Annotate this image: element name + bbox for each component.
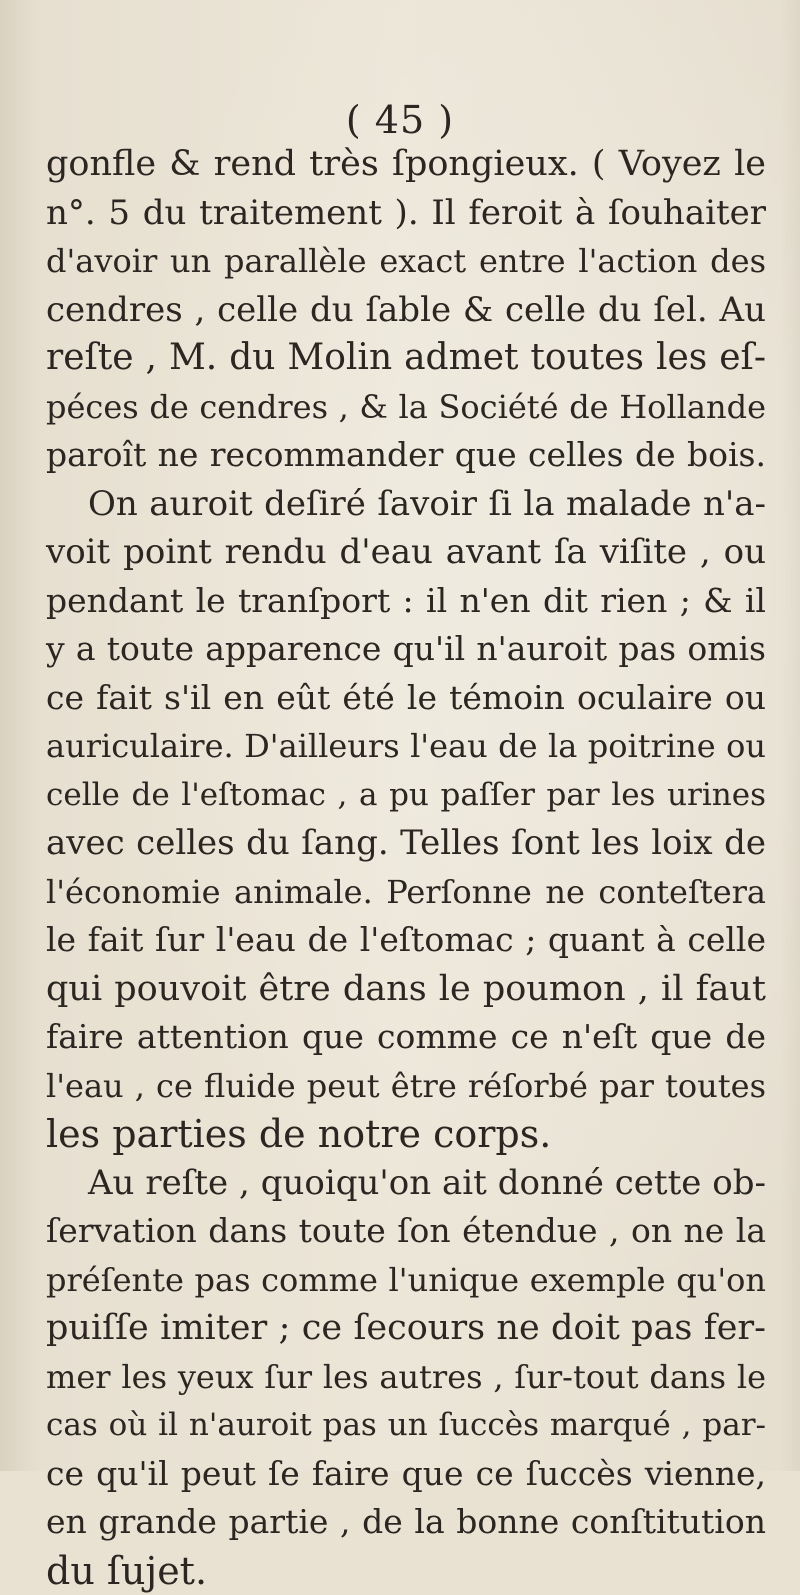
text-line: ce fait s'il en eût été le témoin oculaire ou: [46, 674, 766, 723]
text-line: y a toute apparence qu'il n'auroit pas omis: [46, 625, 766, 674]
text-line: puiſſe imiter ; ce ſecours ne doit pas fer-: [46, 1304, 766, 1353]
text-line: gonfle & rend très ſpongieux. ( Voyez le: [46, 140, 766, 189]
text-line: pendant le tranſport : il n'en dit rien ; & il: [46, 577, 766, 626]
text-line: cendres , celle du ſable & celle du ſel. Au: [46, 286, 766, 335]
body-text: [46, 140, 766, 1595]
text-line: qui pouvoit être dans le poumon , il faut: [46, 965, 766, 1014]
text-line: le fait ſur l'eau de l'eſtomac ; quant à celle: [46, 916, 766, 965]
text-line: n°. 5 du traitement ). Il feroit à ſouhaiter: [46, 189, 766, 238]
paragraph-end-line: les parties de notre corps.: [46, 1110, 766, 1159]
text-line: mer les yeux ſur les autres , ſur-tout dans le: [46, 1353, 766, 1402]
page-number: ( 45 ): [0, 98, 800, 142]
text-line: paroît ne recommander que celles de bois.: [46, 431, 766, 480]
text-line: celle de l'eſtomac , a pu paſſer par les urines: [46, 771, 766, 820]
text-line: cas où il n'auroit pas un ſuccès marqué , par-: [46, 1401, 766, 1450]
text-line: préſente pas comme l'unique exemple qu'on: [46, 1256, 766, 1305]
text-line: ce qu'il peut ſe faire que ce ſuccès vienne,: [46, 1450, 766, 1499]
text-line: l'économie animale. Perſonne ne conteſtera: [46, 868, 766, 917]
text-line: avec celles du ſang. Telles ſont les loix de: [46, 819, 766, 868]
text-line: ſervation dans toute ſon étendue , on ne la: [46, 1207, 766, 1256]
paragraph-start-line: On auroit deſiré ſavoir ſi la malade n'a-: [46, 480, 766, 529]
text-line: en grande partie , de la bonne conſtitution: [46, 1498, 766, 1547]
text-line: l'eau , ce fluide peut être réſorbé par toutes: [46, 1062, 766, 1111]
text-line: auriculaire. D'ailleurs l'eau de la poitrine ou: [46, 722, 766, 771]
text-line: péces de cendres , & la Société de Hollande: [46, 383, 766, 432]
text-line: faire attention que comme ce n'eſt que de: [46, 1013, 766, 1062]
text-line: reſte , M. du Molin admet toutes les eſ-: [46, 334, 766, 383]
paragraph-start-line: Au reſte , quoiqu'on ait donné cette ob-: [46, 1159, 766, 1208]
paragraph-end-line: du ſujet.: [46, 1547, 766, 1595]
text-line: d'avoir un parallèle exact entre l'action des: [46, 237, 766, 286]
text-line: voit point rendu d'eau avant ſa viſite , ou: [46, 528, 766, 577]
